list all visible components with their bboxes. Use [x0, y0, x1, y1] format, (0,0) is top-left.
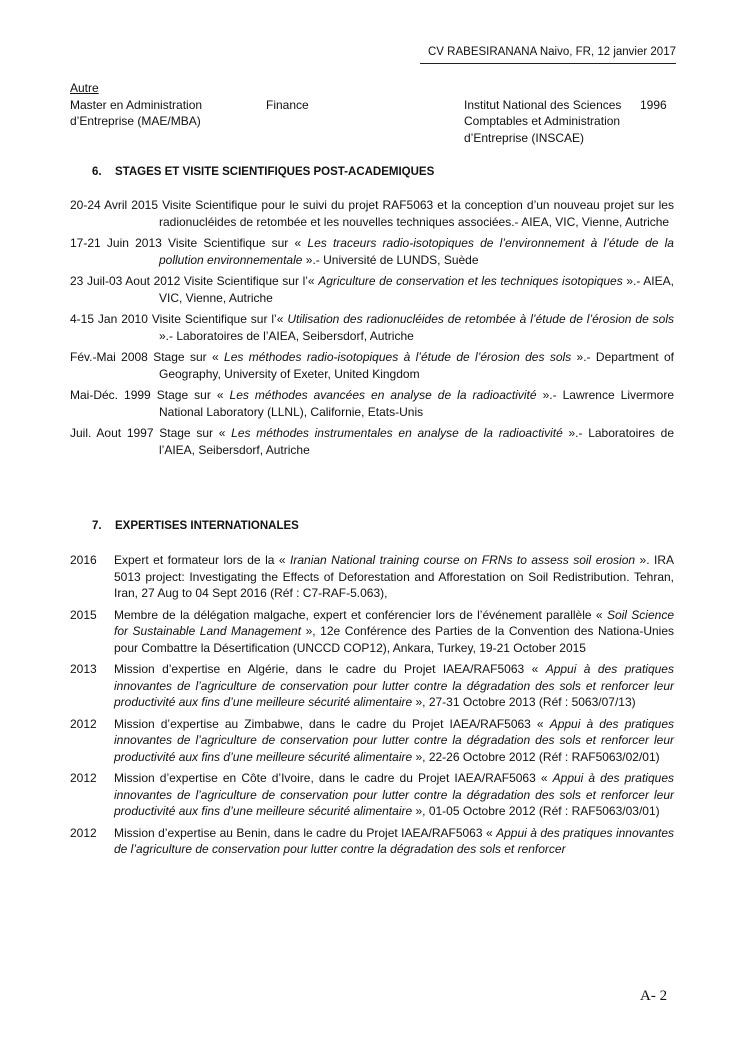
- stage-date: Fév.-Mai 2008: [70, 350, 148, 364]
- section-7-title: EXPERTISES INTERNATIONALES: [115, 520, 299, 532]
- stage-date: 23 Juil-03 Aout 2012: [70, 274, 181, 288]
- autre-diploma: Master en Administration d’Entreprise (MAE/MBA): [70, 97, 203, 128]
- expertise-text: Mission d’expertise en Algérie, dans le cadre du Projet IAEA/RAF5063 « Appui à des pratiques innovantes de l’agriculture de conservation pour lutter contre la dégradation des sols et renforcer leur productivité aux fins d’une meilleure sécurité alimentaire », 27-31 Octobre 2013 (Réf : 5063/07/13): [114, 662, 674, 709]
- section-6-number: 6.: [92, 166, 102, 178]
- stage-entry: Mai-Déc. 1999 Stage sur « Les méthodes avancées en analyse de la radioactivité ».- Lawrence Livermore National Laboratory (LLNL), Californie, Etats-Unis: [70, 388, 674, 419]
- expertise-text: Mission d’expertise au Benin, dans le cadre du Projet IAEA/RAF5063 « Appui à des pratiques innovantes de l’agriculture de conservation pour lutter contre la dégradation des sols et renforcer: [114, 825, 674, 856]
- expertise-entry: [70, 552, 674, 602]
- section-7-heading: [92, 518, 299, 535]
- page-header: CV RABESIRANANA Naivo, FR, 12 janvier 2017: [420, 44, 676, 64]
- expertise-entry: [70, 825, 674, 858]
- expertise-text: Membre de la délégation malgache, expert et conférencier lors de l’événement parallèle « Soil Science for Sustainable Land Management », 12e Conférence des Parties de la Convention des Nationa-Unies pour Combattre la Désertification (UNCCD COP12), Ankara, Turkey, 19-21 October 2015: [114, 607, 674, 655]
- expertise-year: 2015: [70, 607, 97, 622]
- expertise-year: 2016: [70, 553, 97, 567]
- stage-entry: 20-24 Avril 2015 Visite Scientifique pour le suivi du projet RAF5063 et la conception d’un nouveau projet sur les radionucléides de retombée et les nouvelles techniques associées.- AIEA, VIC, Vienne, Autriche: [70, 198, 674, 229]
- stage-entry: Fév.-Mai 2008 Stage sur « Les méthodes radio-isotopiques à l’étude de l’érosion des sols ».- Department of Geography, University of Exeter, United Kingdom: [70, 350, 674, 381]
- autre-row: [70, 97, 680, 147]
- expertise-text: Expert et formateur lors de la « Iranian National training course on FRNs to assess soil erosion ». IRA 5013 project: Investigating the Effects of Deforestation and Afforestation on Soil Redistribution. Tehran, Iran, 27 Aug to 04 Sept 2016 (Réf : C7-RAF-5.063),: [114, 553, 674, 600]
- expertise-year: 2012: [70, 716, 97, 731]
- expertise-entry: [70, 770, 674, 820]
- expertise-text: Mission d’expertise au Zimbabwe, dans le cadre du Projet IAEA/RAF5063 « Appui à des pratiques innovantes de l’agriculture de conservation pour lutter contre la dégradation des sols et renforcer leur productivité aux fins d’une meilleure sécurité alimentaire », 22-26 Octobre 2012 (Réf : RAF5063/02/01): [114, 716, 674, 764]
- autre-field: Finance: [266, 97, 309, 112]
- stages-list: [70, 197, 674, 463]
- stage-date: Juil. Aout 1997: [70, 426, 154, 440]
- expertise-year: 2012: [70, 825, 97, 840]
- expertise-entry: [70, 607, 674, 657]
- stage-date: 4-15 Jan 2010: [70, 312, 148, 326]
- stage-entry: 4-15 Jan 2010 Visite Scientifique sur l’« Utilisation des radionucléides de retombée à l’étude de l’érosion de sols ».- Laboratoires de l’AIEA, Seibersdorf, Autriche: [70, 312, 674, 343]
- autre-institution: Institut National des Sciences Comptables et Administration d’Entreprise (INSCAE): [464, 97, 622, 145]
- expertise-entry: [70, 661, 674, 711]
- expertise-year: 2012: [70, 771, 97, 785]
- section-6-title: STAGES ET VISITE SCIENTIFIQUES POST-ACADEMIQUES: [115, 166, 435, 178]
- stage-entry: 23 Juil-03 Aout 2012 Visite Scientifique sur l’« Agriculture de conservation et les techniques isotopiques ».- AIEA, VIC, Vienne, Autriche: [70, 274, 674, 305]
- stage-date: Mai-Déc. 1999: [70, 388, 151, 402]
- expertise-text: Mission d’expertise en Côte d’Ivoire, dans le cadre du Projet IAEA/RAF5063 « Appui à des pratiques innovantes de l’agriculture de conservation pour lutter contre la dégradation des sols et renforcer leur productivité aux fins d’une meilleure sécurité alimentaire », 01-05 Octobre 2012 (Réf : RAF5063/03/01): [114, 771, 674, 818]
- stage-date: 20-24 Avril 2015: [70, 198, 158, 212]
- autre-year: 1996: [640, 97, 667, 112]
- section-6-heading: [92, 164, 434, 181]
- section-7-number: 7.: [92, 520, 102, 532]
- expertises-list: [70, 552, 674, 863]
- stage-entry: Juil. Aout 1997 Stage sur « Les méthodes instrumentales en analyse de la radioactivité ».- Laboratoires de l’AIEA, Seibersdorf, Autriche: [70, 426, 674, 457]
- page-number: A- 2: [640, 988, 668, 1004]
- expertise-entry: [70, 716, 674, 766]
- autre-title: Autre: [70, 81, 99, 95]
- autre-diploma-block: [70, 80, 680, 146]
- stage-entry: 17-21 Juin 2013 Visite Scientifique sur « Les traceurs radio-isotopiques de l’environnement à l’étude de la pollution environnementale ».- Université de LUNDS, Suède: [70, 236, 674, 267]
- stage-date: 17-21 Juin 2013: [70, 236, 162, 250]
- expertise-year: 2013: [70, 662, 97, 676]
